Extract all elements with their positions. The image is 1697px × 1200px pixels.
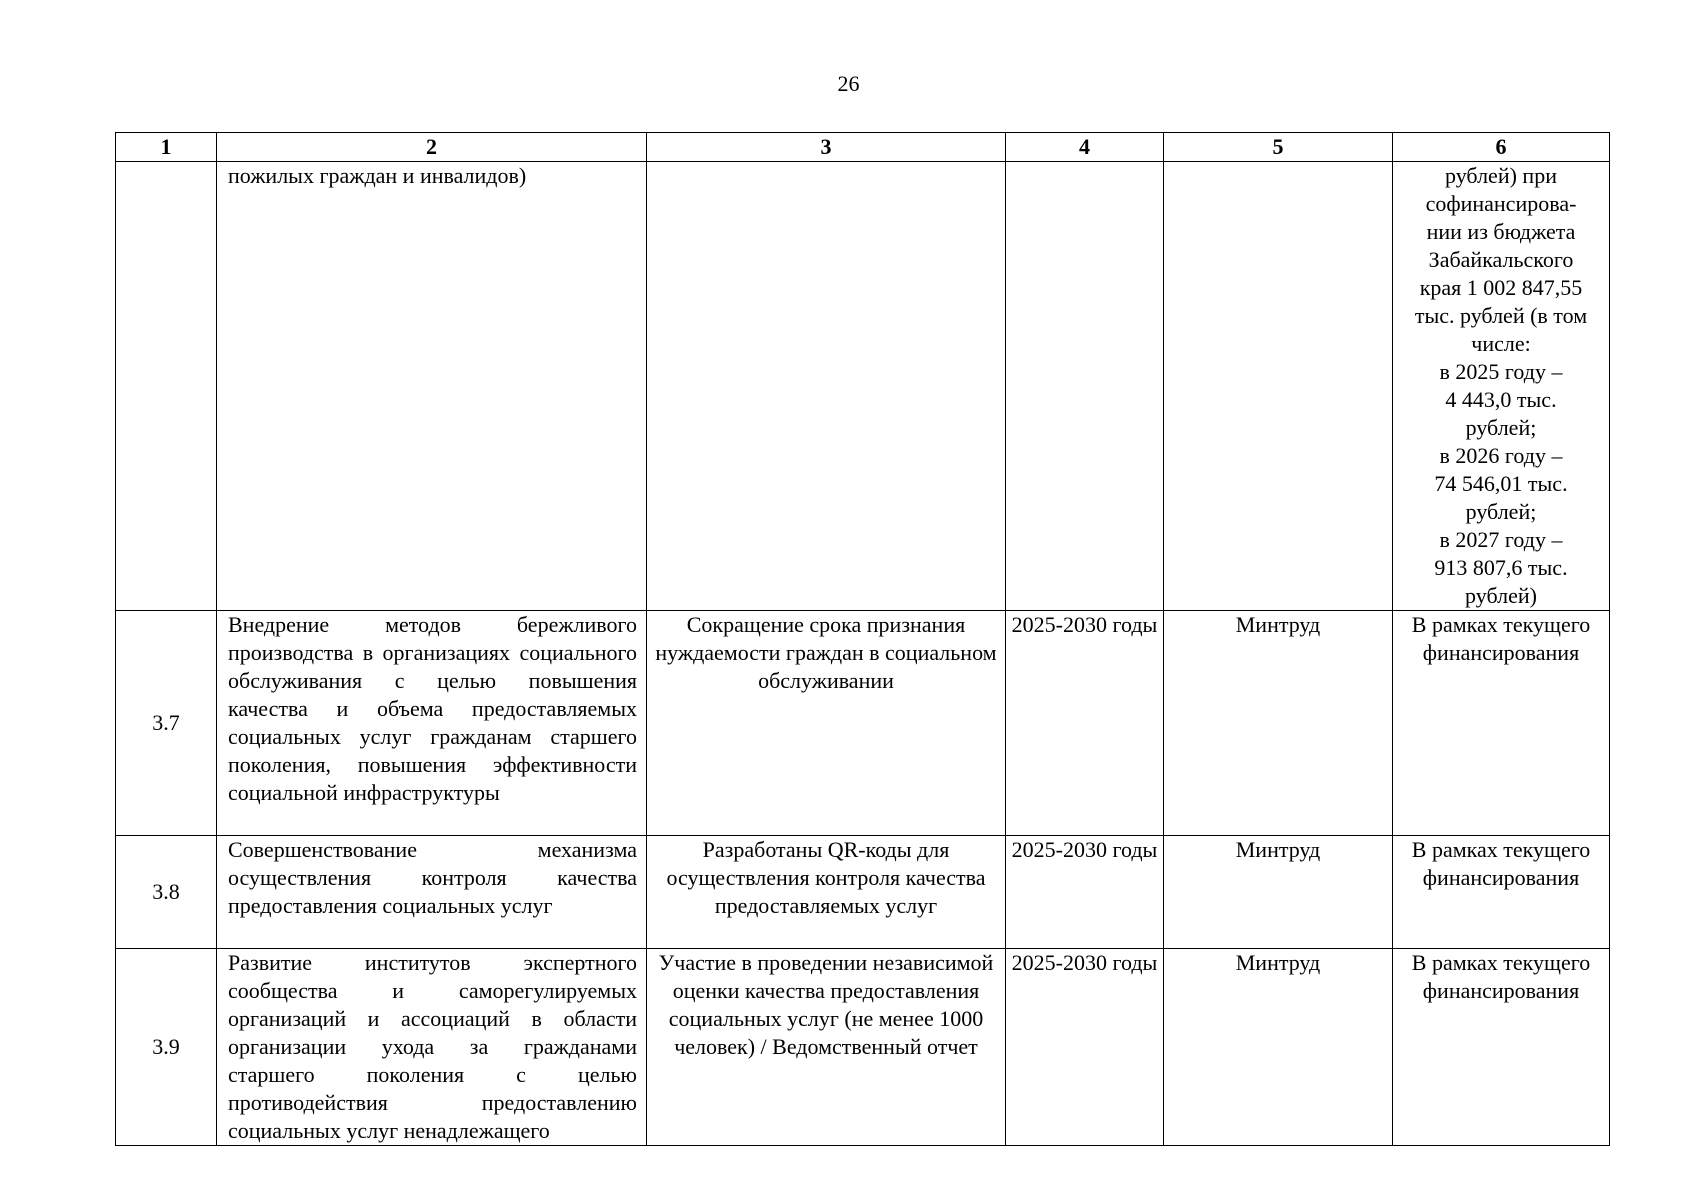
cell-activity: пожилых граждан и инвалидов): [217, 162, 647, 611]
financing-line: 913 807,6 тыс.: [1434, 555, 1568, 580]
cell-executor: Минтруд: [1164, 611, 1393, 836]
financing-line: числе:: [1471, 331, 1531, 356]
cell-period: 2025-2030 годы: [1006, 611, 1164, 836]
financing-line: в 2027 году –: [1439, 527, 1563, 552]
header-col-3: 3: [647, 133, 1006, 162]
cell-result: Участие в проведении независимой оценки качества предоставления социальных услуг (не менее 1000 человек) / Ведомственный отчет: [647, 949, 1006, 1146]
cell-executor: Минтруд: [1164, 949, 1393, 1146]
financing-line: рублей) при: [1445, 163, 1557, 188]
financing-line: тыс. рублей (в том: [1414, 303, 1588, 328]
measures-table: [115, 132, 1610, 1146]
cell-num: 3.7: [116, 611, 217, 836]
cell-executor: Минтруд: [1164, 836, 1393, 949]
table-row-continuation: [116, 162, 1610, 611]
header-col-2: 2: [217, 133, 647, 162]
cell-financing: В рамках текущего финансирования: [1393, 836, 1610, 949]
cell-num: 3.9: [116, 949, 217, 1146]
cell-result: Разработаны QR-коды для осуществления контроля качества предоставляемых услуг: [647, 836, 1006, 949]
financing-line: рублей;: [1465, 499, 1537, 524]
cell-financing: [1393, 162, 1610, 611]
financing-line: рублей;: [1465, 415, 1537, 440]
financing-line: в 2026 году –: [1439, 443, 1563, 468]
header-row: [116, 133, 1610, 162]
financing-line: рублей): [1465, 583, 1537, 608]
cell-period: [1006, 162, 1164, 611]
table-row-3-8: [116, 836, 1610, 949]
cell-activity: Развитие институтов экспертного сообщества и саморегулируемых организаций и ассоциаций в области организации ухода за гражданами старшего поколения с целью противодействия предоставлению социальных услуг ненадлежащего: [217, 949, 647, 1146]
cell-period: 2025-2030 годы: [1006, 836, 1164, 949]
cell-financing: В рамках текущего финансирования: [1393, 949, 1610, 1146]
header-col-6: 6: [1393, 133, 1610, 162]
cell-financing: В рамках текущего финансирования: [1393, 611, 1610, 836]
header-col-1: 1: [116, 133, 217, 162]
table-row-3-7: [116, 611, 1610, 836]
header-col-5: 5: [1164, 133, 1393, 162]
cell-num: 3.8: [116, 836, 217, 949]
financing-line: 74 546,01 тыс.: [1434, 471, 1568, 496]
cell-num: [116, 162, 217, 611]
financing-line: в 2025 году –: [1439, 359, 1563, 384]
cell-period: 2025-2030 годы: [1006, 949, 1164, 1146]
cell-result: Сокращение срока признания нуждаемости граждан в социальном обслуживании: [647, 611, 1006, 836]
financing-line: нии из бюджета: [1426, 219, 1576, 244]
header-col-4: 4: [1006, 133, 1164, 162]
cell-result: [647, 162, 1006, 611]
financing-line: софинансирова-: [1425, 191, 1577, 216]
financing-line: края 1 002 847,55: [1419, 275, 1583, 300]
financing-line: Забайкальского: [1428, 247, 1574, 272]
financing-line: 4 443,0 тыс.: [1445, 387, 1557, 412]
page-number: 26: [837, 71, 860, 96]
cell-executor: [1164, 162, 1393, 611]
cell-activity: Совершенствование механизма осуществления контроля качества предоставления социальных услуг: [217, 836, 647, 949]
cell-activity: Внедрение методов бережливого производства в организациях социального обслуживания с целью повышения качества и объема предоставляемых социальных услуг гражданам старшего поколения, повышения эффективности социальной инфраструктуры: [217, 611, 647, 836]
table-row-3-9: [116, 949, 1610, 1146]
